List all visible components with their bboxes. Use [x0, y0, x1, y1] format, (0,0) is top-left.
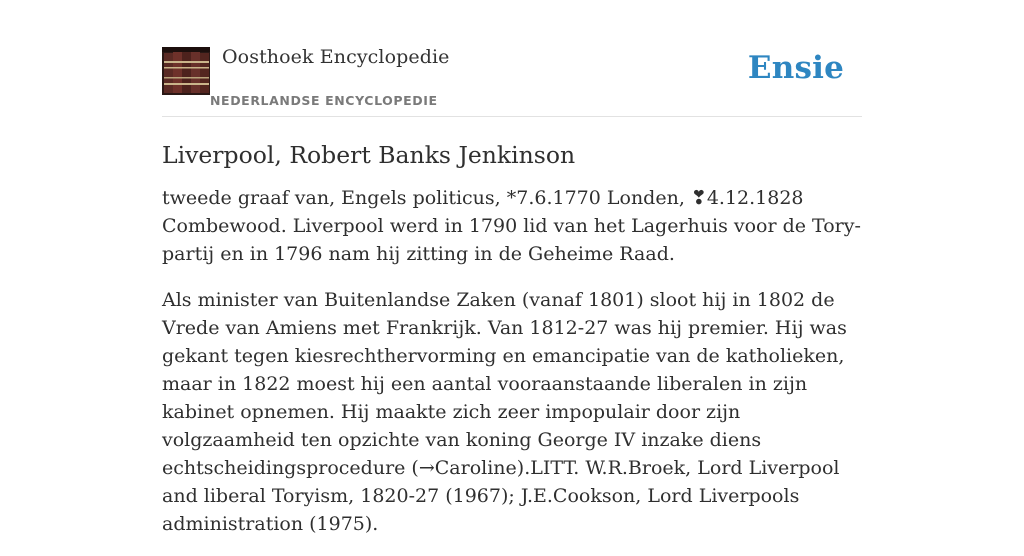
article-paragraph: Als minister van Buitenlandse Zaken (vanaf 1801) sloot hij in 1802 de Vrede van Amiens met Frankrijk. Van 1812-27 was hij premier. Hij was gekant tegen kiesrechthervorming en emancipatie van de katholieken, maar in 1822 moest hij een aantal vooraanstaande liberalen in zijn kabinet opnemen. Hij maakte zich zeer impopulair door zijn volgzaamheid ten opzichte van koning George IV inzake diens echtscheidingsprocedure (→Caroline).LITT. W.R.Broek, Lord Liverpool and liberal Toryism, 1820-27 (1967); J.E.Cookson, Lord Liverpools administration (1975). — [162, 289, 847, 535]
source-header — [162, 0, 862, 117]
source-avatar[interactable] — [162, 47, 210, 95]
article-paragraph: tweede graaf van, Engels politicus, *7.6.1770 Londen, ❣4.12.1828 Combewood. Liverpool werd in 1790 lid van het Lagerhuis voor de Tory-partij en in 1796 nam hij zitting in de Geheime Raad. — [162, 187, 861, 265]
source-subtitle: NEDERLANDSE ENCYCLOPEDIE — [210, 93, 438, 108]
brand-logo[interactable]: Ensie — [747, 50, 844, 86]
book-spines-icon — [162, 47, 210, 95]
source-title[interactable]: Oosthoek Encyclopedie — [222, 46, 450, 68]
article-title: Liverpool, Robert Banks Jenkinson — [162, 141, 576, 169]
article-body — [162, 184, 862, 538]
article-card — [162, 0, 862, 556]
